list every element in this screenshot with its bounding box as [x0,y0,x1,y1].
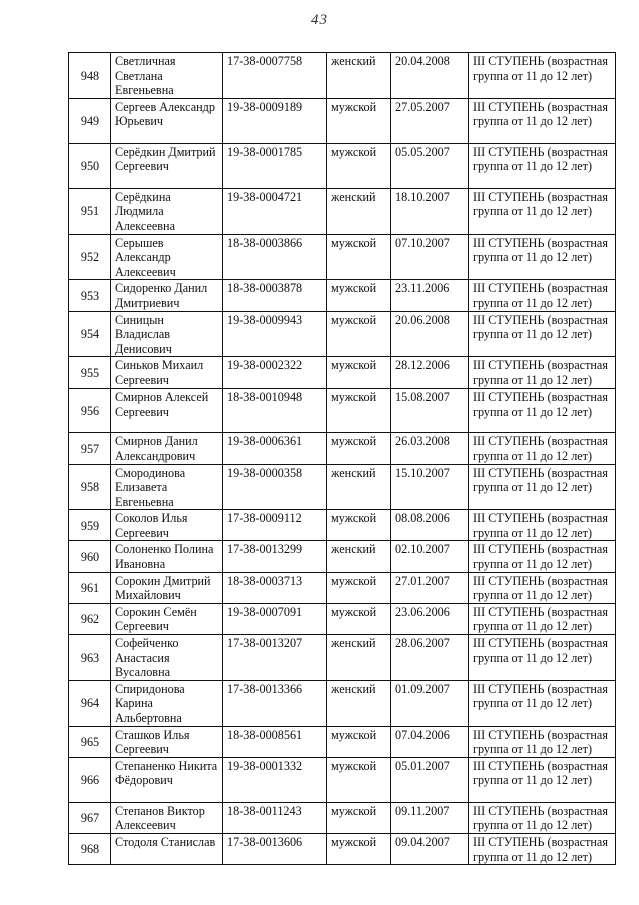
table-row [69,143,616,188]
full-name-cell: Светличная Светлана Евгеньевна [111,53,223,99]
row-number-cell: 963 [69,635,111,681]
table-row [69,541,616,572]
gender-cell: мужской [327,311,391,357]
full-name-cell: Спиридонова Карина Альбертовна [111,680,223,726]
id-number-cell: 18-38-0003713 [223,572,327,603]
table-row [69,389,616,433]
table-row [69,53,616,99]
age-group-cell: III СТУПЕНЬ (возрастная группа от 11 до 12 лет) [469,680,616,726]
row-number-cell: 949 [69,98,111,143]
row-number-cell: 962 [69,603,111,634]
full-name-cell: Синицын Владислав Денисович [111,311,223,357]
birth-date-cell: 05.01.2007 [391,757,469,802]
gender-cell: мужской [327,572,391,603]
id-number-cell: 17-38-0013606 [223,833,327,864]
id-number-cell: 19-38-0000358 [223,464,327,510]
id-number-cell: 19-38-0001785 [223,143,327,188]
row-number-cell: 956 [69,389,111,433]
gender-cell: мужской [327,603,391,634]
gender-cell: мужской [327,234,391,280]
id-number-cell: 17-38-0013366 [223,680,327,726]
birth-date-cell: 09.04.2007 [391,833,469,864]
gender-cell: женский [327,635,391,681]
row-number-cell: 964 [69,680,111,726]
id-number-cell: 17-38-0013207 [223,635,327,681]
birth-date-cell: 05.05.2007 [391,143,469,188]
row-number-cell: 952 [69,234,111,280]
table-row [69,357,616,389]
row-number-cell: 951 [69,188,111,234]
birth-date-cell: 08.08.2006 [391,510,469,541]
row-number-cell: 965 [69,726,111,757]
row-number-cell: 961 [69,572,111,603]
birth-date-cell: 28.12.2006 [391,357,469,389]
id-number-cell: 18-38-0010948 [223,389,327,433]
birth-date-cell: 02.10.2007 [391,541,469,572]
age-group-cell: III СТУПЕНЬ (возрастная группа от 11 до 12 лет) [469,311,616,357]
row-number-cell: 959 [69,510,111,541]
row-number-cell: 948 [69,53,111,99]
gender-cell: мужской [327,433,391,464]
row-number-cell: 953 [69,280,111,311]
age-group-cell: III СТУПЕНЬ (возрастная группа от 11 до 12 лет) [469,280,616,311]
table-row [69,603,616,634]
table-row [69,280,616,311]
gender-cell: мужской [327,143,391,188]
full-name-cell: Степаненко Никита Фёдорович [111,757,223,802]
id-number-cell: 19-38-0007091 [223,603,327,634]
table-row [69,234,616,280]
full-name-cell: Серышев Александр Алексеевич [111,234,223,280]
id-number-cell: 17-38-0009112 [223,510,327,541]
gender-cell: мужской [327,757,391,802]
table-row [69,635,616,681]
row-number-cell: 960 [69,541,111,572]
full-name-cell: Сорокин Семён Сергеевич [111,603,223,634]
birth-date-cell: 18.10.2007 [391,188,469,234]
birth-date-cell: 20.04.2008 [391,53,469,99]
age-group-cell: III СТУПЕНЬ (возрастная группа от 11 до 12 лет) [469,98,616,143]
gender-cell: женский [327,464,391,510]
age-group-cell: III СТУПЕНЬ (возрастная группа от 11 до 12 лет) [469,726,616,757]
id-number-cell: 19-38-0002322 [223,357,327,389]
age-group-cell: III СТУПЕНЬ (возрастная группа от 11 до 12 лет) [469,757,616,802]
gender-cell: мужской [327,280,391,311]
full-name-cell: Смирнов Данил Александрович [111,433,223,464]
table-row [69,433,616,464]
age-group-cell: III СТУПЕНЬ (возрастная группа от 11 до 12 лет) [469,635,616,681]
participants-table-body [69,53,616,865]
full-name-cell: Серёдкина Людмила Алексеевна [111,188,223,234]
age-group-cell: III СТУПЕНЬ (возрастная группа от 11 до 12 лет) [469,464,616,510]
full-name-cell: Смирнов Алексей Сергеевич [111,389,223,433]
id-number-cell: 19-38-0004721 [223,188,327,234]
table-row [69,680,616,726]
birth-date-cell: 15.10.2007 [391,464,469,510]
row-number-cell: 966 [69,757,111,802]
birth-date-cell: 09.11.2007 [391,802,469,833]
table-row [69,98,616,143]
table-row [69,833,616,864]
age-group-cell: III СТУПЕНЬ (возрастная группа от 11 до 12 лет) [469,357,616,389]
gender-cell: мужской [327,802,391,833]
gender-cell: мужской [327,726,391,757]
table-row [69,188,616,234]
birth-date-cell: 28.06.2007 [391,635,469,681]
table-row [69,572,616,603]
age-group-cell: III СТУПЕНЬ (возрастная группа от 11 до 12 лет) [469,53,616,99]
id-number-cell: 18-38-0008561 [223,726,327,757]
id-number-cell: 19-38-0009943 [223,311,327,357]
id-number-cell: 19-38-0001332 [223,757,327,802]
age-group-cell: III СТУПЕНЬ (возрастная группа от 11 до 12 лет) [469,433,616,464]
age-group-cell: III СТУПЕНЬ (возрастная группа от 11 до 12 лет) [469,572,616,603]
birth-date-cell: 26.03.2008 [391,433,469,464]
full-name-cell: Солоненко Полина Ивановна [111,541,223,572]
gender-cell: женский [327,188,391,234]
age-group-cell: III СТУПЕНЬ (возрастная группа от 11 до 12 лет) [469,234,616,280]
age-group-cell: III СТУПЕНЬ (возрастная группа от 11 до 12 лет) [469,389,616,433]
age-group-cell: III СТУПЕНЬ (возрастная группа от 11 до 12 лет) [469,833,616,864]
row-number-cell: 957 [69,433,111,464]
age-group-cell: III СТУПЕНЬ (возрастная группа от 11 до 12 лет) [469,802,616,833]
gender-cell: женский [327,53,391,99]
birth-date-cell: 01.09.2007 [391,680,469,726]
id-number-cell: 19-38-0006361 [223,433,327,464]
full-name-cell: Стодоля Станислав [111,833,223,864]
row-number-cell: 950 [69,143,111,188]
full-name-cell: Соколов Илья Сергеевич [111,510,223,541]
full-name-cell: Сорокин Дмитрий Михайлович [111,572,223,603]
birth-date-cell: 23.06.2006 [391,603,469,634]
full-name-cell: Софейченко Анастасия Вусаловна [111,635,223,681]
birth-date-cell: 27.05.2007 [391,98,469,143]
age-group-cell: III СТУПЕНЬ (возрастная группа от 11 до 12 лет) [469,143,616,188]
age-group-cell: III СТУПЕНЬ (возрастная группа от 11 до 12 лет) [469,603,616,634]
row-number-cell: 955 [69,357,111,389]
gender-cell: мужской [327,357,391,389]
full-name-cell: Сташков Илья Сергеевич [111,726,223,757]
page-number: 43 [311,12,328,28]
full-name-cell: Серёдкин Дмитрий Сергеевич [111,143,223,188]
table-row [69,757,616,802]
id-number-cell: 19-38-0009189 [223,98,327,143]
id-number-cell: 17-38-0013299 [223,541,327,572]
row-number-cell: 954 [69,311,111,357]
id-number-cell: 18-38-0011243 [223,802,327,833]
birth-date-cell: 07.04.2006 [391,726,469,757]
table-row [69,311,616,357]
birth-date-cell: 27.01.2007 [391,572,469,603]
gender-cell: женский [327,680,391,726]
birth-date-cell: 20.06.2008 [391,311,469,357]
table-row [69,726,616,757]
gender-cell: мужской [327,98,391,143]
birth-date-cell: 15.08.2007 [391,389,469,433]
table-row [69,510,616,541]
gender-cell: женский [327,541,391,572]
full-name-cell: Сергеев Александр Юрьевич [111,98,223,143]
table-row [69,464,616,510]
gender-cell: мужской [327,389,391,433]
birth-date-cell: 07.10.2007 [391,234,469,280]
full-name-cell: Степанов Виктор Алексеевич [111,802,223,833]
row-number-cell: 968 [69,833,111,864]
row-number-cell: 967 [69,802,111,833]
age-group-cell: III СТУПЕНЬ (возрастная группа от 11 до 12 лет) [469,188,616,234]
participants-table [68,52,616,865]
age-group-cell: III СТУПЕНЬ (возрастная группа от 11 до 12 лет) [469,541,616,572]
id-number-cell: 17-38-0007758 [223,53,327,99]
row-number-cell: 958 [69,464,111,510]
table-row [69,802,616,833]
full-name-cell: Смородинова Елизавета Евгеньевна [111,464,223,510]
gender-cell: мужской [327,833,391,864]
full-name-cell: Сидоренко Данил Дмитриевич [111,280,223,311]
gender-cell: мужской [327,510,391,541]
id-number-cell: 18-38-0003878 [223,280,327,311]
age-group-cell: III СТУПЕНЬ (возрастная группа от 11 до 12 лет) [469,510,616,541]
id-number-cell: 18-38-0003866 [223,234,327,280]
full-name-cell: Синьков Михаил Сергеевич [111,357,223,389]
birth-date-cell: 23.11.2006 [391,280,469,311]
